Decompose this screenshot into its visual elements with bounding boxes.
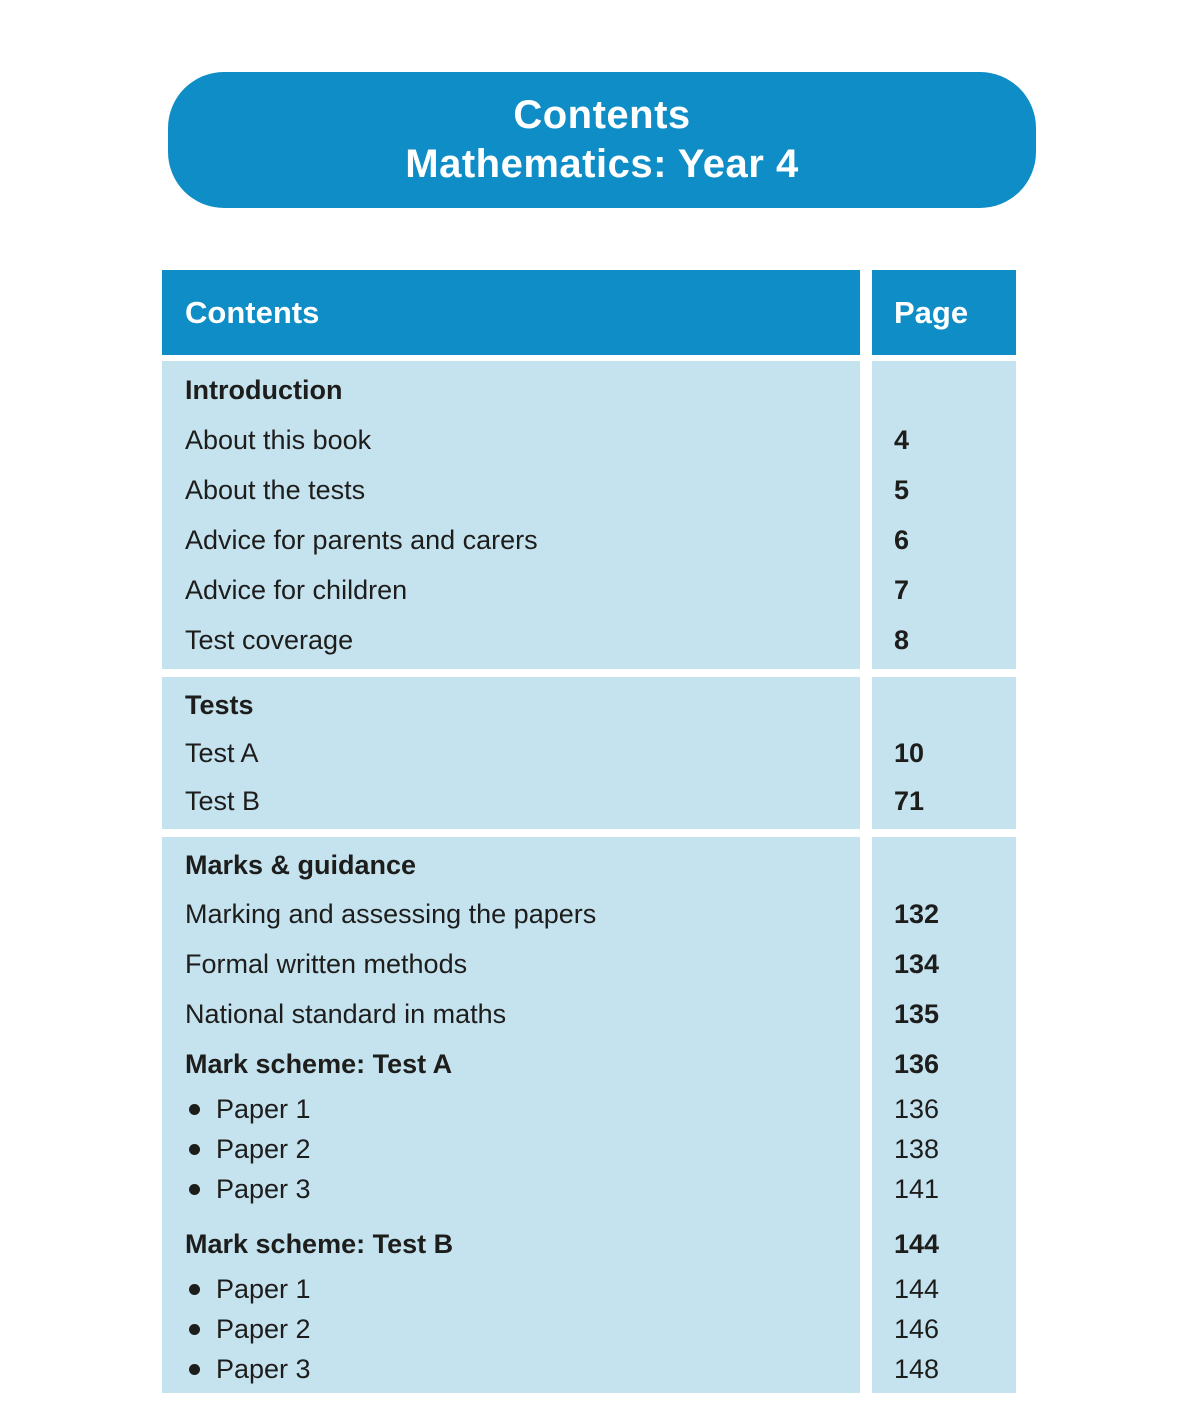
section-tests-pages bbox=[872, 677, 1016, 829]
page-number: 5 bbox=[894, 474, 910, 505]
section-marks-guidance bbox=[162, 837, 1016, 1393]
header-cell-page: Page bbox=[872, 270, 1016, 355]
section-heading: Tests bbox=[185, 689, 254, 720]
page-number: 6 bbox=[894, 524, 910, 555]
page-number: 136 bbox=[894, 1048, 940, 1079]
bullet-entry-label: Paper 2 bbox=[216, 1313, 311, 1344]
bullet-entry bbox=[162, 1309, 860, 1349]
banner-title-line1: Contents bbox=[513, 93, 691, 137]
toc-entry-label: Formal written methods bbox=[185, 948, 468, 979]
section-introduction-labels bbox=[162, 361, 860, 669]
bullet-icon bbox=[189, 1284, 200, 1295]
toc-entry-label: About this book bbox=[185, 424, 372, 455]
section-marks-guidance-labels bbox=[162, 837, 860, 1393]
page-number: 134 bbox=[894, 948, 940, 979]
bullet-entry-label: Paper 1 bbox=[216, 1093, 311, 1124]
page-number: 4 bbox=[894, 424, 910, 455]
page-cell-empty bbox=[872, 681, 1016, 729]
page-cell-empty bbox=[872, 365, 1016, 415]
bullet-entry-label: Paper 1 bbox=[216, 1273, 311, 1304]
page-number: 141 bbox=[894, 1173, 940, 1204]
bullet-entry-label: Paper 3 bbox=[216, 1173, 311, 1204]
toc-entry-label: Test A bbox=[185, 737, 259, 768]
section-introduction bbox=[162, 361, 1016, 669]
title-banner bbox=[168, 72, 1036, 208]
bullet-entry bbox=[162, 1129, 860, 1169]
bullet-entry bbox=[162, 1269, 860, 1309]
toc-entry-label: Advice for children bbox=[185, 574, 408, 605]
section-heading: Introduction bbox=[185, 374, 343, 405]
bullet-entry-label: Paper 3 bbox=[216, 1353, 311, 1384]
page-number: 138 bbox=[894, 1133, 940, 1164]
page-number: 148 bbox=[894, 1353, 940, 1384]
table-header-row bbox=[162, 270, 1016, 355]
section-marks-guidance-pages bbox=[872, 837, 1016, 1393]
bullet-icon bbox=[189, 1324, 200, 1335]
page-number: 136 bbox=[894, 1093, 940, 1124]
page-number: 71 bbox=[894, 785, 925, 816]
subsection-heading: Mark scheme: Test A bbox=[185, 1048, 453, 1079]
contents-table bbox=[162, 270, 1016, 1401]
bullet-entry bbox=[162, 1169, 860, 1209]
bullet-entry bbox=[162, 1089, 860, 1129]
page-number: 144 bbox=[894, 1273, 940, 1304]
section-tests-labels bbox=[162, 677, 860, 829]
spacer bbox=[162, 1209, 860, 1219]
bullet-icon bbox=[189, 1184, 200, 1195]
bullet-icon bbox=[189, 1104, 200, 1115]
toc-entry-label: Test B bbox=[185, 785, 261, 816]
section-tests bbox=[162, 677, 1016, 829]
page-number: 10 bbox=[894, 737, 925, 768]
page-number: 7 bbox=[894, 574, 910, 605]
page-number: 146 bbox=[894, 1313, 940, 1344]
subsection-heading: Mark scheme: Test B bbox=[185, 1228, 454, 1259]
bullet-icon bbox=[189, 1144, 200, 1155]
page-cell-empty bbox=[872, 841, 1016, 889]
bullet-icon bbox=[189, 1364, 200, 1375]
toc-entry-label: Advice for parents and carers bbox=[185, 524, 538, 555]
banner-title-line2: Mathematics: Year 4 bbox=[405, 142, 799, 186]
toc-entry-label: About the tests bbox=[185, 474, 366, 505]
page-number: 144 bbox=[894, 1228, 940, 1259]
toc-entry-label: Test coverage bbox=[185, 624, 354, 655]
bullet-entry-label: Paper 2 bbox=[216, 1133, 311, 1164]
spacer bbox=[872, 1209, 1016, 1219]
page-number: 135 bbox=[894, 998, 940, 1029]
section-introduction-pages bbox=[872, 361, 1016, 669]
section-heading: Marks & guidance bbox=[185, 849, 417, 880]
header-cell-contents: Contents bbox=[162, 270, 860, 355]
bullet-entry bbox=[162, 1349, 860, 1389]
toc-entry-label: National standard in maths bbox=[185, 998, 507, 1029]
page-number: 8 bbox=[894, 624, 910, 655]
page-number: 132 bbox=[894, 898, 940, 929]
toc-entry-label: Marking and assessing the papers bbox=[185, 898, 597, 929]
